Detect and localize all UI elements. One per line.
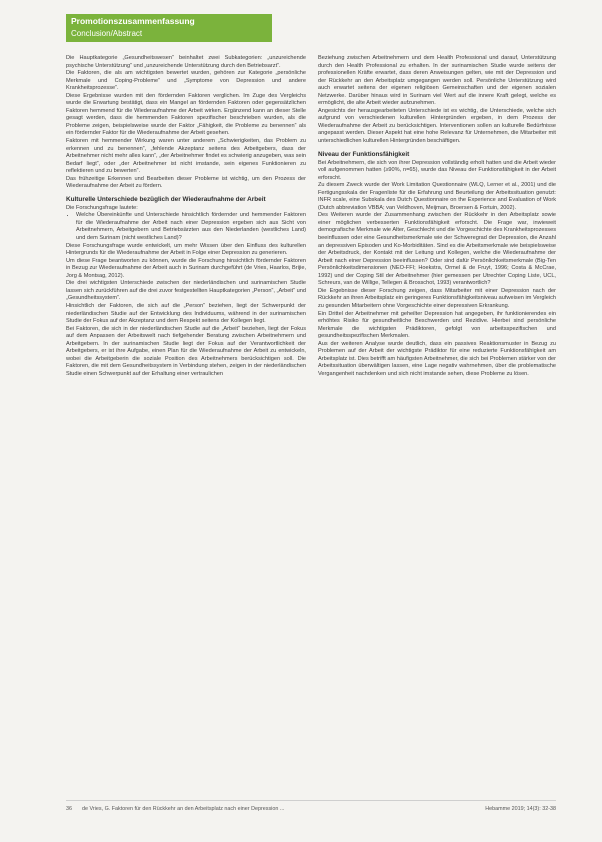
left-column [66,55,306,378]
footer-journal: Hebamme 2019; 14(3): 32-38 [485,806,556,812]
section-heading: Niveau der Funktionsfähigkeit [318,150,410,158]
paragraph: Diese Ergebnisse wurden mit den fördernden Faktoren verglichen. Im Zuge des Vergleichs wurde die Erwartung bestätigt, dass ein Mangel an fördernden Faktoren oder gegensätzlichen Faktoren hemmend für die Wiederaufnahme der Arbeit wirken. Ergänzend kann an dieser Stelle gesagt werden, dass die hemmenden Faktoren spezifischer beschrieben wurden, als die Probleme zeigen, beispielsweise wurde der Faktor „Fähigkeit, die Probleme zu benennen“ als ein fördernder Faktor für die Wiederaufnahme der Arbeit gesehen. [66,92,306,137]
list-item: • Welche Übereinkünfte und Unterschiede hinsichtlich fördernder und hemmender Faktoren für die Wiederaufnahme der Arbeit nach einer Depression ergeben sich aus Sicht von Arbeitnehmern, Arbeitgebern und Betriebsärzten aus den Niederlanden (westliches Land) und dem Surinam (nicht westliches Land)? [76,212,306,242]
page-footer [66,804,556,814]
header-banner [66,14,272,42]
banner-subtitle: Conclusion/Abstract [71,29,143,38]
paragraph: Angesichts der herausgearbeiteten Unterschiede ist es wichtig, die Unterschiede, welche sich aufgrund von verschiedenen kulturellen Hintergründen ergeben, in dem Prozess der Wiederaufnahme der Arbeit zu berücksichtigen. Interventionen sollen an kulturelle Bedürfnisse angepasst werden. Dieser Aspekt hat eine hohe Relevanz für Unternehmen, die Mitarbeiter mit unterschiedlichen kulturellen Hintergründen beschäftigen. [318,107,556,145]
paragraph: Aus der weiteren Analyse wurde deutlich, dass ein passives Reaktionsmuster in Bezug zu Problemen auf der Arbeit der wichtigste Prädiktor für eine reduzierte Funktionsfähigkeit am Arbeitsplatz ist. Dies betrifft am häufigsten Arbeitnehmer, die sich bei Problemen stärker von der Arbeitssituation überwältigen lassen, eine Lage negativ wahrnehmen, über die problematische Vergangenheit nachdenken und sich nicht imstande sehen, diese Probleme zu lösen. [318,340,556,377]
paragraph: Faktoren mit hemmender Wirkung waren unter anderem „Schwierigkeiten, das Problem zu erkennen und zu benennen“, „fehlende Akzeptanz seitens des Arbeitgebers, dass der Arbeitnehmer nicht mehr alles kann“, „der Arbeitnehmer findet es schwierig anzugeben, was sein Bedarf liegt“, oder „der Arbeitnehmer ist nicht imstande, sein eigenes Funktionieren zu reflektieren und zu bewerten“. [66,138,306,175]
paragraph: Bei Faktoren, die sich in der niederländischen Studie auf die „Arbeit“ beziehen, liegt der Fokus auf dem Anpassen der Arbeitswelt nach tiefgehender Beratung zwischen Arbeitnehmern und Arbeitgebern. In der surinamischen Studie liegt der Fokus auf der Verantwortlichkeit der Arbeitgebers, er ist ihre Aufgabe, einen Plan für die Wiederaufnahme der Arbeit zu entwickeln, wobei die Arbeitgeberin die soziale Position des Arbeitnehmers berücksichtigen soll. Die Faktoren, die mit dem Gesundheitssystem in Verbindung stehen, zeigen in der niederländischen Studie einen Schwerpunkt auf der Erhaltung einer vertraulichen [66,325,306,377]
paragraph: Ein Drittel der Arbeitnehmer mit geheilter Depression hat angegeben, ihr funktionierendes ein erhöhtes Risiko für gesundheitliche Beschwerden und Rezidive. Hierbei sind persönliche Merkmale die wichtigsten Prädiktoren, gefolgt von arbeitsspezifischen und gesundheitsspezifischen Merkmalen. [318,310,556,340]
section-heading: Kulturelle Unterschiede bezüglich der Wiederaufnahme der Arbeit [66,195,266,203]
footer-divider [66,800,556,801]
paragraph: Die Hauptkategorie „Gesundheitswesen“ beinhaltet zwei Subkategorien: „unzureichende psychische Unterstützung“ und „unzureichende Unterstützung durch den Betriebsarzt“. [66,55,306,69]
right-column [318,55,556,378]
page-number: 36 [66,806,72,812]
paragraph: Zu diesem Zweck wurde der Work Limitation Questionnaire (WLQ, Lerner et al., 2001) und die Fertigungsskala der Fragenliste für die Erfahrung und Beurteilung der Arbeitssituation genutzt: INFR scale, eine Subskala des Dutch Questionnaire on the Experience and Evaluation of Work (Dutch abbreviation VBBA; van Veldhoven, Meijman, Broersen & Fortuin, 2002). [318,182,556,211]
paragraph: Hinsichtlich der Faktoren, die sich auf die „Person“ beziehen, liegt der Schwerpunkt der niederländischen Studie auf der Entwicklung des Individuums, während in der surinamischen Studie der Fokus auf der Akzeptanz und dem Respekt seitens der Kollegen liegt. [66,302,306,325]
paragraph: Die Faktoren, die als am wichtigsten bewertet wurden, gehören zur Kategorie „persönliche Merkmale und Coping-Probleme“ und „Symptome von Depression und andere Krankheitsprozesse“. [66,70,306,92]
paragraph: Diese Forschungsfrage wurde entwickelt, um mehr Wissen über den Einfluss des kulturellen Hintergrunds für die Wiederaufnahme der Arbeit in Folge einer Depression zu generieren. [66,242,306,257]
paragraph: Beziehung zwischen Arbeitnehmern und dem Health Professional und darauf, Unterstützung durch den Health Professional zu erhalten. In der surinamischen Studie wurde seitens der professionellen Kräfte erwartet, dass deren Anweisungen gelten, wie mit der Depression und der Rückkehr an den Arbeitsplatz umgegangen werden soll. Persönliche Unterstützung wird auch erwartet seitens der eigenen religiösen Gemeinschaften und der eigenen sozialen Netzwerke. Darüber hinaus wird in Surinam viel Wert auf die innere Kraft gelegt, welche es ermöglicht, die alte Arbeit wieder aufzunehmen. [318,55,556,107]
paragraph: Die Forschungsfrage lautete: [66,204,138,211]
paragraph: Die Ergebnisse dieser Forschung zeigen, dass Mitarbeiter mit einer Depression nach der Rückkehr an ihren Arbeitsplatz ein geringeres Funktionsfähigkeitsniveau aufweisen im Vergleich zu gesunden Mitarbeitern ohne Vorgeschichte einer depressiven Erkrankung. [318,287,556,309]
banner-title: Promotionszusammenfassung [71,16,195,26]
bullet-list [66,212,306,242]
paragraph: Bei Arbeitnehmern, die sich von ihrer Depression vollständig erholt hatten und die Arbeit wieder voll aufgenommen hatten (≥90%, n=65), wurde das Niveau der Funktionsfähigkeit in der Arbeit erforscht. [318,159,556,181]
paragraph: Die drei wichtigsten Unterschiede zwischen der niederländischen und surinamischen Studie lassen sich zurückführen auf die drei zuvor festgestellten Hauptkategorien „Person“, „Arbeit“ und „Gesundheitssystem“. [66,280,306,302]
paragraph: Das frühzeitige Erkennen und Bearbeiten dieser Probleme ist wichtig, um den Prozess der Wiederaufnahme der Arbeit zu fördern. [66,175,306,190]
paragraph: Des Weiteren wurde der Zusammenhang zwischen der Rückkehr in den Arbeitsplatz sowie einer möglichen verbesserten Funktionsfähigkeit erforscht. Die Frage war, inwieweit demografische Merkmale wie Alter, Geschlecht und die Vorgeschichte des Krankheitsprozesses beeinflussen oder eine Gesundheitsmerkmale wie der Schweregrad der Depression, die Anzahl an depressiven Episoden und Ko-Morbiditäten. Sind es die Arbeitsmerkmale wie beispielsweise der Arbeitsdruck, der Kontakt mit der Leitung und Kollegen, welche die Wiederaufnahme der Arbeit nach einer Depression beeinflussen? Oder sind dafür Persönlichkeitsmerkmale (Big-Ten Persönlichkeitsdimensionen (NEO-FFI; Hoekstra, Ormel & de Fruyt, 1996; Costa & McCrae, 1992) und der Coping Stil der Arbeitnehmer (hier gemessen per Utrechter Coping Liste, UCL, Schreurs, van de Willige, Tellegen & Brosschot, 1993) verantwortlich? [318,212,556,287]
paragraph: Um diese Frage beantworten zu können, wurde die Forschung hinsichtlich fördernder Faktoren in Bezug zur Wiederaufnahme der Arbeit auch in Surinam durchgeführt (de Vries, Haarlos, Brijie, Jorg & Montsag, 2012). [66,257,306,279]
footer-reference: de Vries, G. Faktoren für den Rückkehr an den Arbeitsplatz nach einer Depression ... [82,806,285,812]
